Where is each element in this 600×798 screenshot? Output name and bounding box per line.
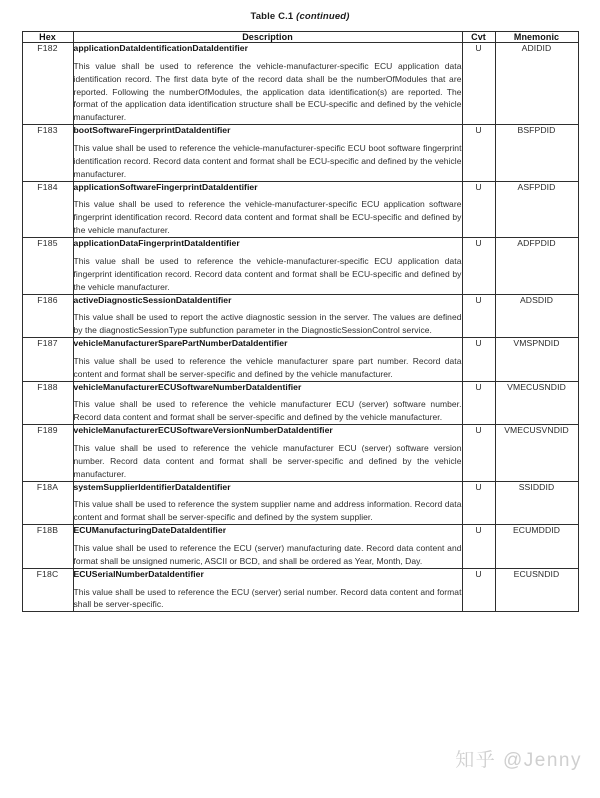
cell-mnemonic: ECUMDDID [495,525,578,569]
cell-description [73,425,462,481]
column-header-description: Description [73,32,462,43]
data-identifier-description: This value shall be used to reference the vehicle-manufacturer-specific ECU application data fingerprint identification record. Record data content and format shall be ECU-specific and defined by the vehicle manufacturer. [73,255,462,292]
data-identifier-name: applicationDataFingerprintDataIdentifier [73,238,240,249]
table-row [22,338,578,382]
data-identifier-name: ECUSerialNumberDataIdentifier [73,568,204,579]
cell-hex: F188 [22,381,73,425]
table-row [22,425,578,481]
cell-hex: F18C [22,568,73,612]
data-identifier-name: applicationSoftwareFingerprintDataIdentifier [73,181,258,192]
cell-cvt: U [462,43,495,125]
cell-description [73,381,462,425]
cell-description [73,525,462,569]
cell-hex: F189 [22,425,73,481]
data-identifier-name: vehicleManufacturerECUSoftwareVersionNumberDataIdentifier [73,425,333,436]
table-header [22,32,578,43]
cell-mnemonic: VMSPNDID [495,338,578,382]
data-identifier-description: This value shall be used to reference the ECU (server) serial number. Record data content and format shall be server-specific. [73,586,462,610]
cell-hex: F183 [22,125,73,181]
cell-hex: F182 [22,43,73,125]
data-identifier-description: This value shall be used to reference the vehicle-manufacturer-specific ECU boot software fingerprint identification record. Record data content and format shall be ECU-specific and defined by the vehicle manufacturer. [73,143,462,179]
data-identifier-description: This value shall be used to report the active diagnostic session in the server. The values are defined by the diagnosticSessionType subfunction parameter in the DiagnosticSessionControl service. [73,312,462,336]
data-identifier-description: This value shall be used to reference the vehicle-manufacturer-specific ECU application software fingerprint identification record. Record data content and format shall be ECU-specific and defined by the vehicle manufacturer. [73,199,462,236]
table-row [22,481,578,525]
cell-cvt: U [462,181,495,237]
watermark: 知乎 @Jenny [455,750,582,771]
data-identifier-description: This value shall be used to reference the system supplier name and address information. Record data content and format shall be server-specific and defined by the system supplier. [73,499,462,523]
cell-description [73,568,462,612]
table-row [22,238,578,294]
cell-mnemonic: BSFPDID [495,125,578,181]
data-identifier-description: This value shall be used to reference the vehicle manufacturer ECU (server) software number. Record data content and format shall be server-specific and defined by the vehicle manufacturer. [73,399,462,423]
table-row [22,125,578,181]
data-identifier-name: vehicleManufacturerECUSoftwareNumberDataIdentifier [73,381,302,392]
cell-cvt: U [462,381,495,425]
column-header-cvt: Cvt [462,32,495,43]
cell-mnemonic: VMECUSNDID [495,381,578,425]
cell-hex: F18B [22,525,73,569]
data-identifier-name: systemSupplierIdentifierDataIdentifier [73,481,231,492]
table-row [22,381,578,425]
cell-cvt: U [462,525,495,569]
data-identifier-table [22,31,579,612]
table-row [22,294,578,338]
data-identifier-name: ECUManufacturingDateDataIdentifier [73,525,227,536]
column-header-hex: Hex [22,32,73,43]
data-identifier-name: applicationDataIdentificationDataIdentifier [73,43,249,53]
cell-description [73,481,462,525]
cell-description [73,294,462,338]
cell-mnemonic: ADIDID [495,43,578,125]
table-body [22,43,578,612]
cell-description [73,43,462,125]
cell-hex: F184 [22,181,73,237]
data-identifier-description: This value shall be used to reference the vehicle manufacturer spare part number. Record data content and format shall be server-specific and defined by the vehicle manufacturer. [73,355,462,379]
cell-mnemonic: VMECUSVNDID [495,425,578,481]
table-header-row [22,32,578,43]
cell-cvt: U [462,338,495,382]
cell-mnemonic: ADFPDID [495,238,578,294]
table-row [22,525,578,569]
cell-description [73,125,462,181]
table-row [22,181,578,237]
cell-hex: F18A [22,481,73,525]
table-caption-main: Table C.1 [250,11,294,22]
cell-cvt: U [462,125,495,181]
cell-hex: F185 [22,238,73,294]
cell-description [73,338,462,382]
cell-mnemonic: ECUSNDID [495,568,578,612]
table-caption [0,0,600,31]
data-identifier-name: bootSoftwareFingerprintDataIdentifier [73,125,231,136]
data-identifier-description: This value shall be used to reference the vehicle-manufacturer-specific ECU application data identification record. The first data byte of the record data shall be the numberOfModules that are reported. Following the numberOfModules, the application data identification(s) are reported. The format of the application data identification structure shall be ECU-specific and defined by the vehicle manufacturer. [73,60,462,123]
data-identifier-name: activeDiagnosticSessionDataIdentifier [73,294,232,305]
cell-description [73,181,462,237]
cell-cvt: U [462,568,495,612]
cell-cvt: U [462,238,495,294]
cell-hex: F187 [22,338,73,382]
table-row [22,43,578,125]
data-identifier-description: This value shall be used to reference the ECU (server) manufacturing date. Record data content and format shall be unsigned numeric, ASCII or BCD, and shall be ordered as Year, Month, Day. [73,543,462,566]
cell-cvt: U [462,481,495,525]
cell-description [73,238,462,294]
table-caption-suffix: (continued) [296,11,350,22]
data-identifier-name: vehicleManufacturerSparePartNumberDataIdentifier [73,338,288,349]
cell-mnemonic: ADSDID [495,294,578,338]
cell-cvt: U [462,425,495,481]
table-row [22,568,578,612]
column-header-mnemonic: Mnemonic [495,32,578,43]
cell-mnemonic: SSIDDID [495,481,578,525]
data-identifier-description: This value shall be used to reference the vehicle manufacturer ECU (server) software version number. Record data content and format shall be server-specific and defined by the vehicle manufacturer. [73,443,462,479]
cell-hex: F186 [22,294,73,338]
cell-cvt: U [462,294,495,338]
cell-mnemonic: ASFPDID [495,181,578,237]
